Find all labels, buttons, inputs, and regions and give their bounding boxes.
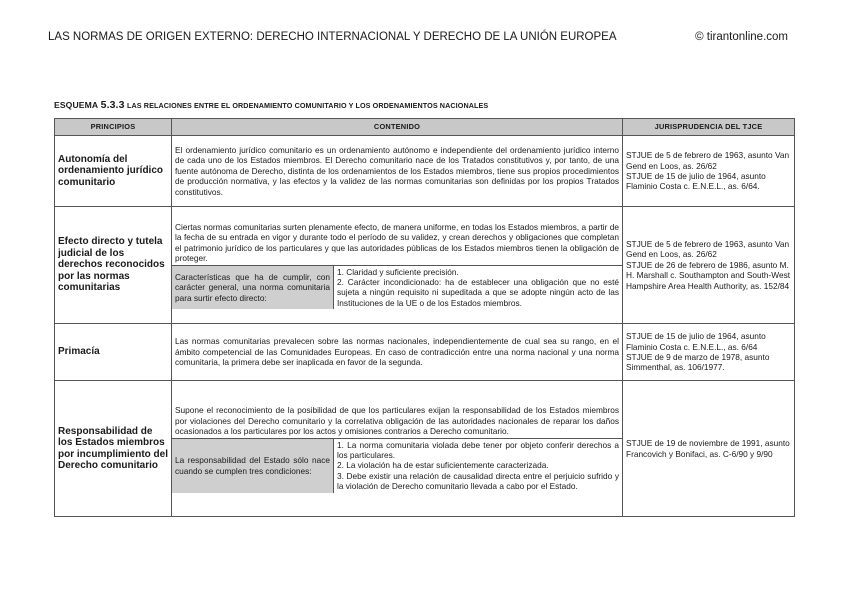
scheme-label: ESQUEMA [54, 100, 99, 110]
jurisprudence-cell [623, 136, 795, 207]
jurisprudence-item: STJUE de 15 de julio de 1964, asunto Flaminio Costa c. E.N.E.L., as. 6/64 [626, 331, 766, 352]
jurisprudence-item: STJUE de 19 de noviembre de 1991, asunto Francovich y Bonifaci, as. C-6/90 y 9/90 [626, 438, 790, 459]
scheme-number: 5.3.3 [100, 99, 125, 111]
conditions-block [172, 266, 622, 310]
jurisprudence-cell [623, 381, 795, 517]
content-cell: Las normas comunitarias prevalecen sobre las normas nacionales, independientemente de cual sea su rango, en el ámbito competencial de las Comunidades Europeas. En caso de contradicción entre una norma nacional y una norma comunitaria, la primera debe ser inaplicada en favor de la segunda. [172, 324, 623, 381]
conditions-label: Características que ha de cumplir, con carácter general, una norma comunitaria para surtir efecto directo: [172, 266, 334, 310]
jurisprudence-cell [623, 324, 795, 381]
header-copyright: © tirantonline.com [695, 31, 788, 43]
principle-cell: Autonomía del ordenamiento jurídico comunitario [55, 136, 172, 207]
conditions-block [172, 439, 622, 493]
content-cell [172, 207, 623, 324]
condition-item: 1. La norma comunitaria violada debe tener por objeto conferir derechos a los particulares. [337, 439, 619, 460]
table-row [55, 381, 795, 517]
jurisprudence-item: STJUE de 15 de julio de 1964, asunto Flaminio Costa c. E.N.E.L., as. 6/64. [626, 171, 766, 192]
principle-cell: Responsabilidad de los Estados miembros por incumplimiento del Derecho comunitario [55, 381, 172, 517]
condition-item: 3. Debe existir una relación de causalidad directa entre el perjuicio sufrido y la violación de Derecho comunitario llevada a cabo por el Estado. [337, 470, 619, 492]
table-row [55, 207, 795, 324]
jurisprudence-item: STJUE de 26 de febrero de 1986, asunto M. H. Marshall c. Southampton and South-West Hampshire Area Health Authority, as. 152/84 [626, 259, 791, 291]
jurisprudence-item: STJUE de 9 de marzo de 1978, asunto Simmenthal, as. 106/1977. [626, 352, 770, 373]
col-header-principles: PRINCIPIOS [55, 119, 172, 136]
content-cell: El ordenamiento jurídico comunitario es un ordenamiento autónomo e independiente del ordenamiento jurídico interno de cada uno de los Estados miembros. El Derecho comunitario nace de los Tratados constitutivos y, por tanto, de una fuente autónoma de Derecho, distinta de los ordenamientos de los Estados miembros, tiene sus propios procedimientos de producción normativa, y las efectos y la validez de las normas comunitarias son definidas por los propios Tratados constitutivos. [172, 136, 623, 207]
page-header [48, 31, 792, 43]
jurisprudence-cell [623, 207, 795, 324]
condition-item: 2. Carácter incondicionado: ha de establecer una obligación que no esté sujeta a ningún requisito ni supeditada a que se adopte ningún acto de las Instituciones de la UE o de los Estados miembros. [337, 276, 619, 308]
principle-cell: Efecto directo y tutela judicial de los derechos reconocidos por las normas comunitarias [55, 207, 172, 324]
jurisprudence-item: STJUE de 5 de febrero de 1963, asunto Van Gend en Loos, as. 26/62 [626, 150, 790, 171]
conditions-list [334, 439, 622, 493]
table-row [55, 136, 795, 207]
principle-cell: Primacía [55, 324, 172, 381]
col-header-content: CONTENIDO [172, 119, 623, 136]
condition-item: 2. La violación ha de estar suficientemente caracterizada. [337, 460, 549, 471]
header-row [55, 119, 795, 136]
header-title: LAS NORMAS DE ORIGEN EXTERNO: DERECHO INTERNACIONAL Y DERECHO DE LA UNIÓN EUROPEA [48, 31, 617, 43]
scheme-heading: LAS RELACIONES ENTRE EL ORDENAMIENTO COMUNITARIO Y LOS ORDENAMIENTOS NACIONALES [127, 101, 489, 110]
table-row [55, 324, 795, 381]
scheme-title [54, 99, 488, 111]
scheme-table [54, 118, 795, 517]
content-text: Ciertas normas comunitarias surten plenamente efecto, de manera uniforme, en todas los Estados miembros, a partir de la fecha de su entrada en vigor y durante todo el período de su validez, y crean derechos y obligaciones que completan el patrimonio jurídico de los particulares y que las autoridades públicas de los Estados miembros tienen la obligación de proteger. [172, 221, 622, 266]
content-text: Supone el reconocimiento de la posibilidad de que los particulares exijan la responsabilidad de los Estados miembros por violaciones del Derecho comunitario y la correlativa obligación de las autoridades nacionales de reparar los daños ocasionados a los particulares por los actos y omisiones contrarios a Derecho comunitario. [172, 404, 622, 438]
col-header-jurisprudence: JURISPRUDENCIA DEL TJCE [623, 119, 795, 136]
jurisprudence-item: STJUE de 5 de febrero de 1963, asunto Van Gend en Loos, as. 26/62 [626, 238, 790, 260]
conditions-list [334, 266, 622, 310]
content-cell [172, 381, 623, 517]
conditions-label: La responsabilidad del Estado sólo nace cuando se cumplen tres condiciones: [172, 439, 334, 493]
condition-item: 1. Claridad y suficiente precisión. [337, 266, 459, 277]
